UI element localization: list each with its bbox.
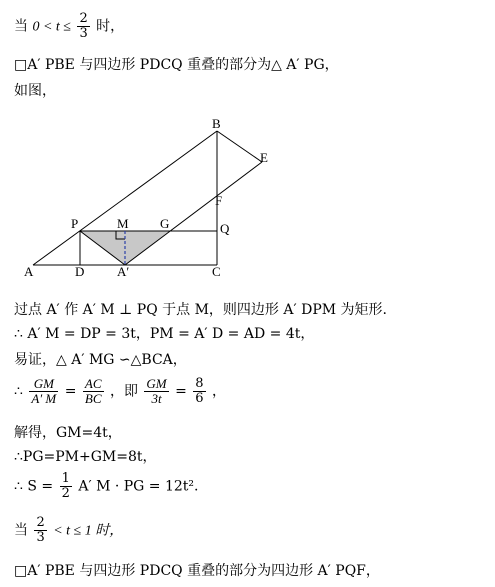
fraction-denominator: 3 xyxy=(36,530,45,545)
inequality-right: < t ≤ 1 时， xyxy=(53,523,124,539)
label-g: G xyxy=(160,216,170,231)
text-namely: ，即 xyxy=(109,383,138,400)
fraction-numerator: 1 xyxy=(61,471,70,486)
area-right: A′ M · PG = 12t². xyxy=(78,478,199,495)
fraction-gm-over-am xyxy=(29,377,58,406)
fraction-gm-over-3t xyxy=(144,377,168,406)
text-comma: ， xyxy=(212,383,227,400)
fraction-denominator: 3 xyxy=(79,26,88,41)
fraction-two-thirds xyxy=(34,516,46,545)
area-left: ∴ S = xyxy=(14,478,54,495)
fraction-numerator: 2 xyxy=(79,11,88,26)
fraction-denominator: 6 xyxy=(195,391,204,406)
fraction-one-half xyxy=(60,472,72,501)
fraction-ac-over-bc xyxy=(83,377,104,406)
inequality-left: 0 < t ≤ xyxy=(32,19,71,35)
text-when: 当 xyxy=(14,18,28,35)
pg-line: ∴PG=PM+GM=8t， xyxy=(14,449,157,465)
label-f: F xyxy=(215,193,223,208)
fraction-denominator: 3t xyxy=(151,391,162,406)
area-line xyxy=(14,472,199,501)
label-d: D xyxy=(75,264,85,279)
label-a-prime: A′ xyxy=(117,264,130,279)
equalities-line: ∴ A′ M = DP = 3t，PM = A′ D = AD = 4t， xyxy=(14,326,315,342)
label-c: C xyxy=(212,264,221,279)
similarity-line: 易证，△ A′ MG ∽△BCA， xyxy=(14,352,187,368)
ratio-line xyxy=(14,377,226,406)
equals-sign: = xyxy=(64,383,77,400)
label-a: A xyxy=(24,264,34,279)
fraction-denominator: A′ M xyxy=(31,391,57,406)
label-e: E xyxy=(260,150,268,165)
text-when: 当 xyxy=(14,522,28,539)
therefore-symbol: ∴ xyxy=(14,383,23,400)
equals-sign: = xyxy=(175,383,187,400)
overlap-statement-2: □A′ PBE 与四边形 PDCQ 重叠的部分为四边形 A′ PQF， xyxy=(14,563,380,579)
fraction-8-over-6 xyxy=(193,377,205,406)
fraction-numerator: GM xyxy=(29,377,58,392)
fraction-denominator: BC xyxy=(84,391,102,406)
fraction-numerator: AC xyxy=(84,376,102,391)
text-time: 时， xyxy=(96,18,125,35)
label-b: B xyxy=(212,116,221,131)
fraction-numerator: GM xyxy=(146,376,167,391)
label-q: Q xyxy=(220,221,230,236)
fraction-denominator: 2 xyxy=(61,486,70,501)
condition-line-2 xyxy=(14,516,123,545)
label-p: P xyxy=(71,216,79,231)
label-m: M xyxy=(117,216,129,231)
solve-line: 解得，GM=4t， xyxy=(14,425,122,441)
segment-ea-prime xyxy=(125,162,262,265)
segment-be xyxy=(217,131,262,162)
fraction-numerator: 2 xyxy=(36,515,45,530)
construction-statement: 过点 A′ 作 A′ M ⊥ PQ 于点 M，则四边形 A′ DPM 为矩形. xyxy=(14,302,387,318)
as-figure-text: 如图， xyxy=(14,83,56,99)
fraction-numerator: 8 xyxy=(195,376,204,391)
overlap-statement-1: □A′ PBE 与四边形 PDCQ 重叠的部分为△ A′ PG， xyxy=(14,57,339,73)
